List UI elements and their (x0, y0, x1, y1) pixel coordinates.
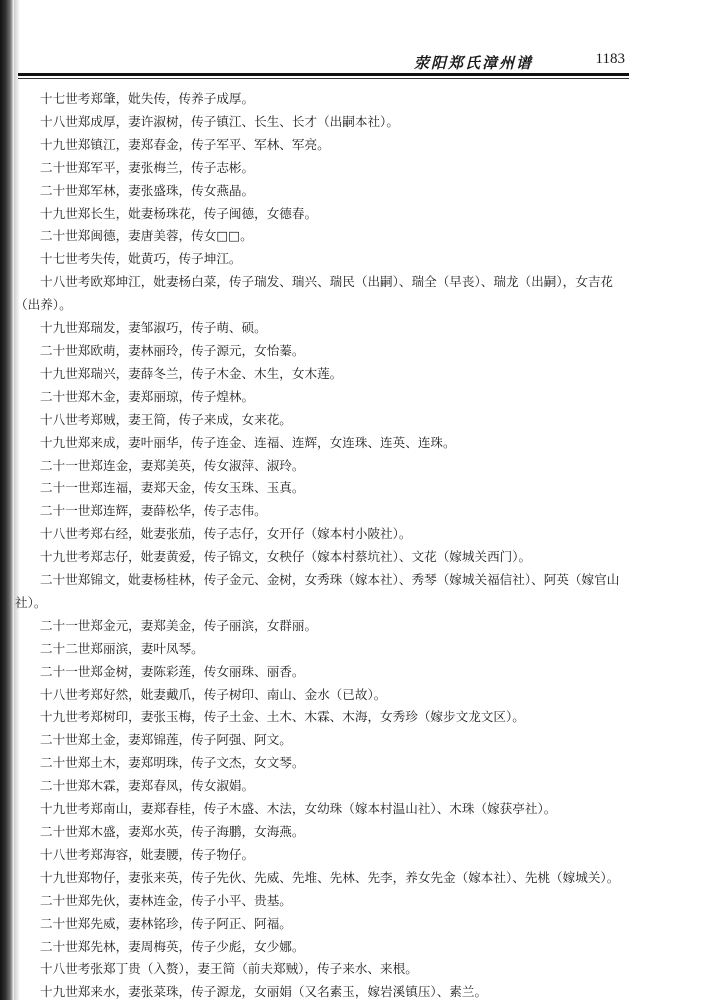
genealogy-entry: 十九世郑来成，妻叶丽华，传子连金、连福、连辉，女连珠、连英、连珠。 (40, 434, 456, 450)
genealogy-entry: 十八世考郑右经，妣妻张茄，传子志仔，女开仔（嫁本村小陂社）。 (40, 526, 412, 542)
genealogy-entry: 十八世考欧郑坤江，妣妻杨白菜，传子瑞发、瑞兴、瑞民（出嗣）、瑞全（早丧）、瑞龙（出嗣），女吉花（出养）。 (15, 274, 614, 313)
binding-shadow (0, 0, 14, 1000)
genealogy-entry: 二十世郑军平，妻张梅兰，传子志彬。 (40, 159, 255, 175)
genealogy-entry: 十九世郑物仔，妻张来英，传子先伙、先威、先堆、先林、先李，养女先金（嫁本社）、先桃（嫁城关）。 (40, 869, 620, 885)
genealogy-entry: 十九世考郑志仔，妣妻黄爱，传子锦文，女秧仔（嫁本村蔡坑社）、文花（嫁城关西门）。 (40, 549, 532, 565)
genealogy-entry: 十九世考郑树印，妻张玉梅，传子土金、土木、木霖、木海，女秀珍（嫁步文龙文区）。 (40, 709, 525, 725)
genealogy-entry: 十七世考郑肇，妣失传，传养子成厚。 (40, 91, 255, 106)
genealogy-entry: 二十二世郑丽滨，妻叶凤琴。 (40, 640, 204, 656)
genealogy-entry: 十七世考失传，妣黄巧，传子坤江。 (40, 251, 242, 267)
genealogy-entry: 二十世郑木金，妻郑丽琼，传子煌林。 (40, 388, 255, 404)
genealogy-entry: 二十世郑闽德，妻唐美蓉，传女□□。 (40, 228, 253, 244)
genealogy-entry: 十八世考郑海容，妣妻腰，传子物仔。 (40, 846, 255, 862)
genealogy-entry: 十九世郑瑞兴，妻薛冬兰，传子木金、木生，女木莲。 (40, 365, 343, 381)
genealogy-entry: 二十世郑先伙，妻林连金，传子小平、贵基。 (40, 892, 292, 908)
genealogy-entry: 二十一世郑金树，妻陈彩莲，传女丽珠、丽香。 (40, 663, 305, 679)
header-rule-thin (18, 78, 629, 79)
genealogy-entry: 二十一世郑金元，妻郑美金，传子丽滨，女群丽。 (40, 617, 318, 633)
genealogy-text (15, 88, 628, 1004)
genealogy-entry: 二十一世郑连辉，妻薛松华，传子志伟。 (40, 503, 267, 519)
genealogy-entry: 二十世郑土金，妻郑锦莲，传子阿强、阿文。 (40, 732, 292, 748)
genealogy-entry: 二十世郑先林，妻周梅英，传子少彪，女少娜。 (40, 938, 305, 954)
genealogy-entry: 二十世郑欧萌，妻林丽玲，传子源元，女怡蓁。 (40, 342, 305, 358)
genealogy-entry: 二十世郑土木，妻郑明珠，传子文杰，女文琴。 (40, 755, 305, 771)
genealogy-entry: 二十一世郑连金，妻郑美英，传女淑萍、淑玲。 (40, 457, 305, 473)
page-number: 1183 (595, 51, 625, 67)
genealogy-entry: 二十世郑军林，妻张盛珠，传女燕晶。 (40, 182, 255, 198)
genealogy-entry: 二十世郑木盛，妻郑水英，传子海鹏，女海燕。 (40, 824, 305, 839)
genealogy-entry: 二十世郑锦文，妣妻杨桂林，传子金元、金树，女秀珠（嫁本社）、秀琴（嫁城关福信社）、阿英（嫁官山社）。 (15, 572, 620, 610)
header-rule-thick (18, 73, 629, 76)
genealogy-entry: 十八世郑成厚，妻许淑树，传子镇江、长生、长才（出嗣本社）。 (40, 113, 399, 129)
header-title: 荥阳郑氏漳州谱 (413, 54, 533, 72)
genealogy-entry: 十八世考郑贼，妻王简，传子来成，女来花。 (40, 411, 292, 427)
genealogy-entry: 十八世考郑好然，妣妻戴爪，传子树印、南山、金水（已故）。 (40, 686, 387, 702)
genealogy-entry: 十八世考张郑丁贵（入赘），妻王简（前夫郑贼），传子来水、来根。 (40, 961, 418, 977)
genealogy-entry: 十九世郑瑞发，妻邹淑巧，传子萌、硕。 (40, 320, 267, 336)
genealogy-entry: 二十一世郑连福，妻郑天金，传女玉珠、玉真。 (40, 480, 305, 496)
genealogy-entry: 二十世郑木霖，妻郑春凤，传女淑娟。 (40, 778, 255, 794)
genealogy-entry: 十九世郑镇江，妻郑春金，传子军平、军林、军亮。 (40, 136, 330, 152)
genealogy-entry: 十九世郑长生，妣妻杨珠花，传子闽德，女德春。 (40, 205, 318, 221)
genealogy-entry: 十九世郑来水，妻张菜珠，传子源龙，女丽娟（又名素玉，嫁岩溪镇压）、素兰。 (40, 984, 488, 1000)
genealogy-entry: 二十世郑先威，妻林铭珍，传子阿正、阿福。 (40, 915, 292, 931)
genealogy-entry: 十九世考郑南山，妻郑春桂，传子木盛、木法，女幼珠（嫁本村温山社）、木珠（嫁获亭社）。 (40, 801, 557, 817)
